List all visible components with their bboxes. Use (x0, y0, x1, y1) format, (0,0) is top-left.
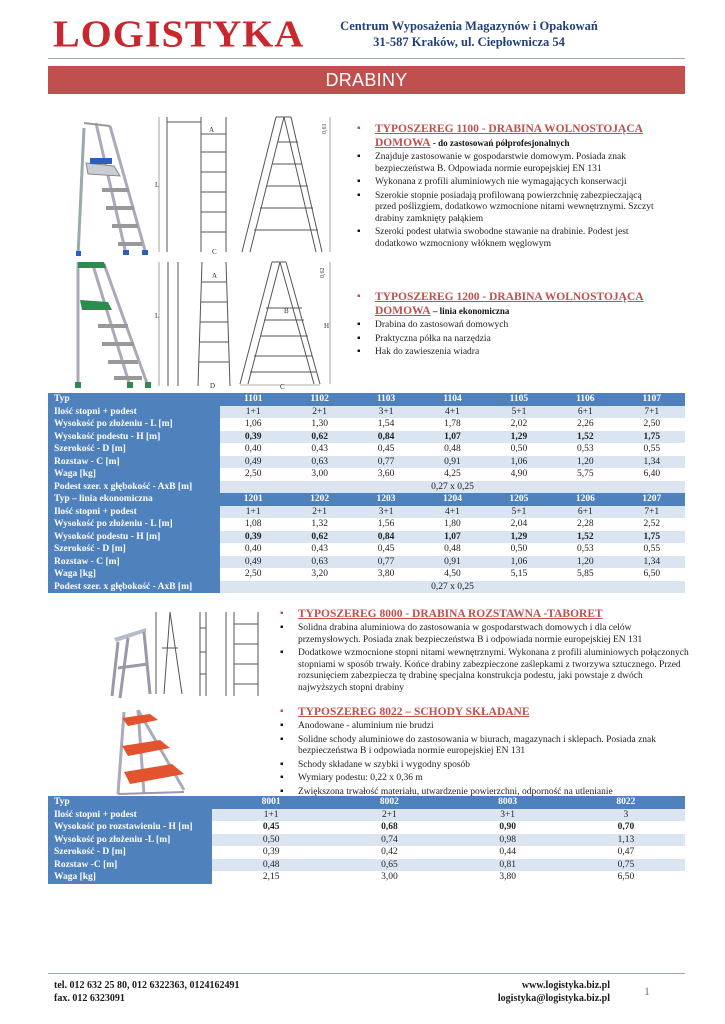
table-cell: 6+1 (552, 506, 618, 519)
table-cell: 0,63 (286, 456, 352, 469)
logo: LOGISTYKA (53, 12, 305, 55)
column-header: 8001 (212, 796, 330, 809)
table-cell: 1+1 (212, 809, 330, 822)
row-label: Ilość stopni + podest (48, 809, 212, 822)
table-cell: 5,75 (552, 468, 618, 481)
table-cell: 2+1 (330, 809, 448, 822)
table-cell: 1,08 (220, 518, 286, 531)
table-header-row (48, 493, 685, 506)
table-cell: 1+1 (220, 506, 286, 519)
list-item: ▪ Wykonana z profili aluminiowych nie wymagających konserwacji (357, 177, 657, 189)
table-cell: 1,07 (419, 431, 485, 444)
table-row (48, 468, 685, 481)
table-cell: 5,85 (552, 568, 618, 581)
table-cell: 0,42 (330, 846, 448, 859)
table-cell: 1,30 (286, 418, 352, 431)
table-row (48, 456, 685, 469)
row-label: Ilość stopni + podest (48, 406, 220, 419)
table-cell: 0,47 (567, 846, 685, 859)
row-label: Podest szer. x głębokość - AxB [m] (48, 581, 220, 594)
section-1100 (357, 122, 657, 250)
list-item: ▪ Znajduje zastosowanie w gospodarstwie domowym. Posiada znak bezpieczeństwa B. Odpowiada normie europejskiej EN 131 (357, 152, 657, 175)
table-cell: 1,52 (552, 531, 618, 544)
table-cell: 0,39 (220, 431, 286, 444)
table-cell: 1,20 (552, 456, 618, 469)
table-cell: 0,65 (330, 859, 448, 872)
drawing-label-b: B (284, 307, 289, 315)
table-cell: 2,15 (212, 871, 330, 884)
table-cell: 5+1 (486, 406, 552, 419)
column-header: 1204 (419, 493, 485, 506)
table-cell: 0,62 (286, 531, 352, 544)
table-cell: 6+1 (552, 406, 618, 419)
table-cell: 1,29 (486, 431, 552, 444)
table-cell: 0,40 (220, 443, 286, 456)
row-label: Wysokość po złożeniu - L [m] (48, 518, 220, 531)
table-cell: 0,53 (552, 443, 618, 456)
table-row (48, 556, 685, 569)
row-label: Waga [kg] (48, 468, 220, 481)
table-cell: 4+1 (419, 406, 485, 419)
table-cell: 0,27 x 0,25 (220, 581, 685, 594)
table-cell: 0,84 (353, 431, 419, 444)
row-label: Wysokość po złożeniu -L [m] (48, 834, 212, 847)
row-label: Typ (48, 393, 220, 406)
table-cell: 1,06 (486, 456, 552, 469)
section-8022 (280, 705, 690, 798)
steps-8022-photo (114, 706, 196, 798)
table-row (48, 871, 685, 884)
table-cell: 0,77 (353, 456, 419, 469)
table-cell: 0,63 (286, 556, 352, 569)
table-cell: 3,80 (353, 568, 419, 581)
table-row (48, 431, 685, 444)
table-cell: 0,70 (567, 821, 685, 834)
table-cell: 0,48 (419, 543, 485, 556)
column-header: 1206 (552, 493, 618, 506)
footer-phone: tel. 012 632 25 80, 012 6322363, 0124162491 (54, 980, 240, 991)
table-cell: 0,50 (486, 443, 552, 456)
table-cell: 1,80 (419, 518, 485, 531)
table-row (48, 568, 685, 581)
row-label: Wysokość po rozstawieniu - H [m] (48, 821, 212, 834)
section-1200-title (357, 290, 657, 318)
table-cell: 0,84 (353, 531, 419, 544)
table-cell: 5,15 (486, 568, 552, 581)
page-title: DRABINY (48, 66, 685, 94)
table-cell: 2,04 (486, 518, 552, 531)
table-header-row (48, 796, 685, 809)
column-header: 1103 (353, 393, 419, 406)
table-cell: 2,52 (619, 518, 685, 531)
list-item: ▪ Praktyczna półka na narzędzia (357, 334, 657, 346)
table-cell: 0,50 (212, 834, 330, 847)
table-row (48, 543, 685, 556)
ladder-1100-photo (74, 118, 150, 258)
ladder-1200-photo (72, 258, 152, 390)
table-row (48, 581, 685, 594)
column-header: 1104 (419, 393, 485, 406)
row-label: Szerokość - D [m] (48, 846, 212, 859)
column-header: 1102 (286, 393, 352, 406)
row-label: Typ (48, 796, 212, 809)
table-cell: 1,06 (486, 556, 552, 569)
footer-email-link[interactable]: logistyka@logistyka.biz.pl (497, 992, 610, 1004)
drawing-label-h: H (324, 322, 330, 330)
table-cell: 0,55 (619, 543, 685, 556)
column-header: 1207 (619, 493, 685, 506)
table-row (48, 809, 685, 822)
table-cell: 0,90 (449, 821, 567, 834)
row-label: Rozstaw - C [m] (48, 556, 220, 569)
footer-rule (48, 973, 685, 974)
table-cell: 0,55 (619, 443, 685, 456)
table-row (48, 846, 685, 859)
row-label: Ilość stopni + podest (48, 506, 220, 519)
spec-table-1100-1200 (48, 393, 685, 593)
table-cell: 6,50 (567, 871, 685, 884)
table-cell: 1,75 (619, 531, 685, 544)
ladder-1100-front-drawing (154, 112, 234, 258)
drawing-label-height-1: 0,61 (322, 123, 328, 134)
section-8000-title-text: TYPOSZEREG 8000 - DRABINA ROZSTAWNA -TABORET (298, 608, 603, 620)
drawing-label-c-2: C (280, 383, 285, 390)
column-header: 8022 (567, 796, 685, 809)
table-cell: 0,98 (449, 834, 567, 847)
table-cell: 4+1 (419, 506, 485, 519)
table-cell: 0,68 (330, 821, 448, 834)
column-header: 1106 (552, 393, 618, 406)
table-cell: 0,91 (419, 556, 485, 569)
row-label: Wysokość podestu - H [m] (48, 531, 220, 544)
table-row (48, 506, 685, 519)
table-cell: 3+1 (353, 406, 419, 419)
section-8022-title (280, 705, 690, 719)
table-cell: 1,20 (552, 556, 618, 569)
row-label: Waga [kg] (48, 568, 220, 581)
table-cell: 0,48 (419, 443, 485, 456)
drawing-label-a: A (209, 126, 215, 134)
footer-www-link[interactable]: www.logistyka.biz.pl (521, 980, 610, 991)
table-cell: 0,43 (286, 543, 352, 556)
table-cell: 1,54 (353, 418, 419, 431)
table-cell: 3+1 (449, 809, 567, 822)
table-cell: 3,20 (286, 568, 352, 581)
table-row (48, 406, 685, 419)
table-cell: 1,34 (619, 556, 685, 569)
table-cell: 0,91 (419, 456, 485, 469)
footer-fax: fax. 012 6323091 (54, 992, 125, 1004)
table-cell: 6,50 (619, 568, 685, 581)
column-header: 1203 (353, 493, 419, 506)
section-1200-subtitle: – linia ekonomiczna (430, 306, 510, 316)
column-header: 1202 (286, 493, 352, 506)
table-cell: 0,81 (449, 859, 567, 872)
table-cell: 1,34 (619, 456, 685, 469)
list-item: ▪ Dodatkowe wzmocnione stopni nitami wewnętrznymi. Wykonana z profili aluminiowych połączonych stopniami w sposób trwały. Końce drabiny zabezpieczone zaślepkami z tworzywa sztucznego. Przed rozsunięciem zabezpiecza tę drabinę specjalna konstrukcja podestu, jaki powstaje z dwóch najwyższych stopni drabiny (280, 648, 690, 694)
row-label: Wysokość podestu - H [m] (48, 431, 220, 444)
list-item: ▪ Hak do zawieszenia wiadra (357, 347, 657, 359)
list-item: ▪ Solidne schody aluminiowe do zastosowania w biurach, magazynach i sklepach. Posiada znak bezpieczeństwa B i odpowiada normie europejskiej EN 131 (280, 735, 690, 758)
spec-table-8000-8022 (48, 796, 685, 884)
column-header: 1101 (220, 393, 286, 406)
header-rule (48, 58, 685, 59)
table-cell: 3+1 (353, 506, 419, 519)
column-header: 1105 (486, 393, 552, 406)
column-header: 1205 (486, 493, 552, 506)
table-cell: 3,00 (330, 871, 448, 884)
section-8000-title (280, 607, 690, 621)
row-label: Rozstaw -C [m] (48, 859, 212, 872)
list-item: ▪ Zwiększona trwałość materiału, utwardzenie powierzchni, odporność na utlenianie (280, 787, 690, 799)
table-cell: 0,49 (220, 556, 286, 569)
section-1100-title-text: TYPOSZEREG 1100 - DRABINA WOLNOSTOJĄCA DOMOWA (375, 123, 643, 149)
table-cell: 4,90 (486, 468, 552, 481)
list-item: ▪ Drabina do zastosowań domowych (357, 320, 657, 332)
table-cell: 3 (567, 809, 685, 822)
ladder-1200-front-drawing (154, 258, 234, 390)
table-cell: 7+1 (619, 406, 685, 419)
table-cell: 0,48 (212, 859, 330, 872)
table-cell: 0,39 (212, 846, 330, 859)
table-cell: 1,56 (353, 518, 419, 531)
company-address (319, 18, 619, 50)
column-header: 1201 (220, 493, 286, 506)
drawing-label-d: D (210, 382, 216, 390)
table-cell: 0,40 (220, 543, 286, 556)
section-1200-title-text: TYPOSZEREG 1200 - DRABINA WOLNOSTOJĄCA DOMOWA (375, 291, 644, 317)
footer-contact (54, 980, 240, 1005)
list-item: ▪ Solidna drabina aluminiowa do zastosowania w gospodarstwach domowych i dla celów przemysłowych. Posiada znak bezpieczeństwa B i odpowiada normie europejskiej EN 131 (280, 623, 690, 646)
footer-web (440, 980, 610, 1005)
table-cell: 1,32 (286, 518, 352, 531)
drawing-label-a-2: A (212, 272, 218, 280)
row-label: Szerokość - D [m] (48, 443, 220, 456)
table-cell: 2+1 (286, 406, 352, 419)
table-cell: 0,50 (486, 543, 552, 556)
table-row (48, 418, 685, 431)
table-row (48, 821, 685, 834)
table-cell: 2,50 (619, 418, 685, 431)
table-cell: 0,27 x 0,25 (220, 481, 685, 494)
table-cell: 1,06 (220, 418, 286, 431)
table-cell: 0,75 (567, 859, 685, 872)
table-cell: 4,25 (419, 468, 485, 481)
table-cell: 3,60 (353, 468, 419, 481)
section-1200 (357, 290, 657, 359)
table-cell: 6,40 (619, 468, 685, 481)
drawing-label-c: C (212, 248, 217, 256)
column-header: 8002 (330, 796, 448, 809)
table-cell: 0,39 (220, 531, 286, 544)
table-cell: 4,50 (419, 568, 485, 581)
ladder-1200-side-drawing (236, 258, 336, 390)
list-item: ▪ Anodowane - aluminium nie brudzi (280, 721, 690, 733)
table-cell: 1,13 (567, 834, 685, 847)
page-number: 1 (644, 984, 650, 998)
table-cell: 1+1 (220, 406, 286, 419)
section-1100-title (357, 122, 657, 150)
table-cell: 0,62 (286, 431, 352, 444)
table-cell: 2,26 (552, 418, 618, 431)
table-cell: 0,49 (220, 456, 286, 469)
table-row (48, 531, 685, 544)
table-header-row (48, 393, 685, 406)
row-label: Szerokość - D [m] (48, 543, 220, 556)
section-8000 (280, 607, 690, 694)
row-label: Typ – linia ekonomiczna (48, 493, 220, 506)
row-label: Podest szer. x głębokość - AxB [m] (48, 481, 220, 494)
list-item: ▪ Szerokie stopnie posiadają profilowaną powierzchnię zabezpieczającą przed poślizgiem, dodatkowo wzmocnione nitami wewnętrznymi. Szczyt drabiny zamknięty pałąkiem (357, 191, 657, 226)
list-item: ▪ Schody składane w szybki i wygodny sposób (280, 760, 690, 772)
table-cell: 1,75 (619, 431, 685, 444)
table-row (48, 859, 685, 872)
table-row (48, 518, 685, 531)
table-cell: 2+1 (286, 506, 352, 519)
table-cell: 7+1 (619, 506, 685, 519)
table-cell: 0,53 (552, 543, 618, 556)
table-cell: 0,45 (353, 543, 419, 556)
stool-8000-photo-and-drawings (110, 608, 270, 702)
drawing-label-l-2: L (155, 312, 160, 320)
table-cell: 5+1 (486, 506, 552, 519)
row-label: Waga [kg] (48, 871, 212, 884)
table-cell: 3,00 (286, 468, 352, 481)
company-street: 31-587 Kraków, ul. Ciepłownicza 54 (373, 35, 565, 49)
table-cell: 0,77 (353, 556, 419, 569)
table-cell: 2,50 (220, 468, 286, 481)
drawing-label-height-2: 0,62 (320, 267, 326, 278)
drawing-label-l: L (155, 181, 160, 189)
table-cell: 2,28 (552, 518, 618, 531)
table-row (48, 834, 685, 847)
table-cell: 0,45 (353, 443, 419, 456)
table-cell: 2,02 (486, 418, 552, 431)
row-label: Wysokość po złożeniu - L [m] (48, 418, 220, 431)
column-header: 1107 (619, 393, 685, 406)
column-header: 8003 (449, 796, 567, 809)
table-cell: 0,74 (330, 834, 448, 847)
table-cell: 1,07 (419, 531, 485, 544)
table-cell: 2,50 (220, 568, 286, 581)
table-cell: 1,52 (552, 431, 618, 444)
table-cell: 0,44 (449, 846, 567, 859)
table-cell: 0,43 (286, 443, 352, 456)
table-cell: 1,29 (486, 531, 552, 544)
table-row (48, 481, 685, 494)
table-cell: 0,45 (212, 821, 330, 834)
section-8022-title-text: TYPOSZEREG 8022 – SCHODY SKŁADANE (298, 706, 530, 718)
ladder-1100-side-drawing (236, 112, 336, 258)
list-item: ▪ Wymiary podestu: 0,22 x 0,36 m (280, 773, 690, 785)
list-item: ▪ Szeroki podest ułatwia swobodne stawanie na drabinie. Podest jest dodatkowo wzmocniony włóknem węglowym (357, 227, 657, 250)
table-cell: 1,78 (419, 418, 485, 431)
company-name: Centrum Wyposażenia Magazynów i Opakowań (340, 19, 598, 33)
table-row (48, 443, 685, 456)
table-cell: 3,80 (449, 871, 567, 884)
row-label: Rozstaw - C [m] (48, 456, 220, 469)
section-1100-subtitle: - do zastosowań półprofesjonalnych (430, 138, 570, 148)
